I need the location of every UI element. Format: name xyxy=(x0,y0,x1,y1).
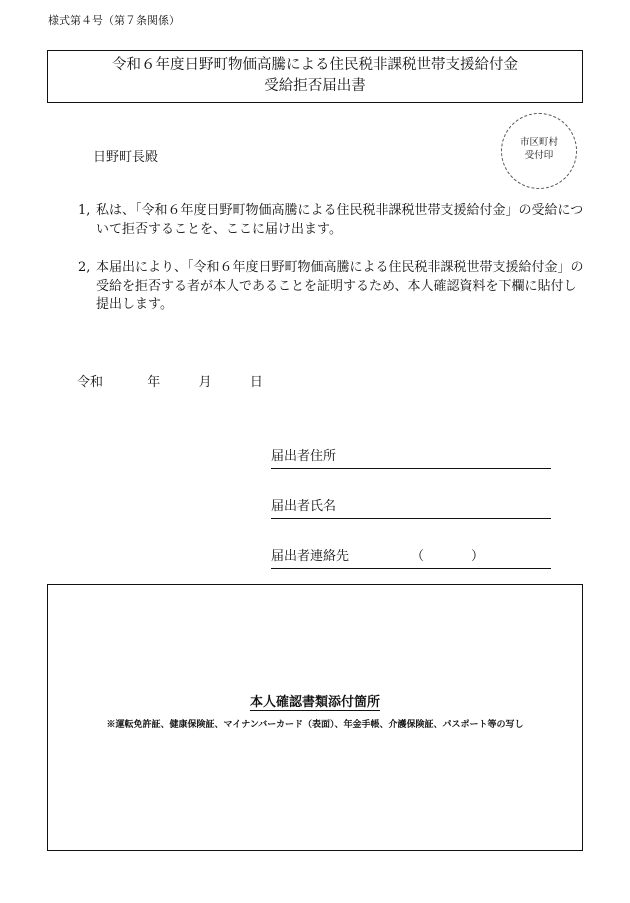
stamp-label-line2: 受付印 xyxy=(524,150,554,161)
addressee: 日野町長殿 xyxy=(93,150,159,165)
item-text: 私は、「令和６年度日野町物価高騰による住民税非課税世帯支援給付金」の受給について拒否することを、ここに届け出ます。 xyxy=(96,203,584,237)
date-month-label: 月 xyxy=(198,375,212,390)
date-era: 令和 xyxy=(77,375,104,390)
contact-field[interactable] xyxy=(271,549,551,569)
date-year-label: 年 xyxy=(147,375,161,390)
declaration-item-1 xyxy=(78,202,588,242)
id-document-attachment-box[interactable] xyxy=(47,584,583,851)
name-label: 届出者氏名 xyxy=(271,499,337,514)
attachment-title: 本人確認書類添付箇所 xyxy=(249,695,380,710)
item-number: 1, xyxy=(78,203,91,218)
contact-label: 届出者連絡先 xyxy=(271,549,350,564)
name-field[interactable] xyxy=(271,499,551,519)
item-number: 2, xyxy=(78,260,91,275)
address-label: 届出者住所 xyxy=(271,449,337,464)
form-number: 様式第４号（第７条関係） xyxy=(48,14,180,27)
document-title-line1: 令和６年度日野町物価高騰による住民税非課税世帯支援給付金 xyxy=(112,57,518,73)
item-text: 本届出により、「令和６年度日野町物価高騰による住民税非課税世帯支援給付金」の受給を拒否する者が本人であることを証明するため、本人確認資料を下欄に貼付し提出します。 xyxy=(96,260,584,312)
document-title-line2: 受給拒否届出書 xyxy=(264,78,366,94)
contact-paren-close: ） xyxy=(471,549,485,564)
reception-stamp-area xyxy=(501,113,577,189)
document-title-box xyxy=(47,50,583,103)
declaration-item-2 xyxy=(78,259,588,319)
attachment-note: ※運転免許証、健康保険証、マイナンバーカード（表面）、年金手帳、介護保険証、パスポート等の写し xyxy=(106,720,524,730)
address-field[interactable] xyxy=(271,449,551,469)
stamp-label-line1: 市区町村 xyxy=(519,137,558,148)
contact-paren-open: （ xyxy=(411,549,425,564)
date-row xyxy=(77,371,263,390)
date-day-label: 日 xyxy=(249,375,263,390)
